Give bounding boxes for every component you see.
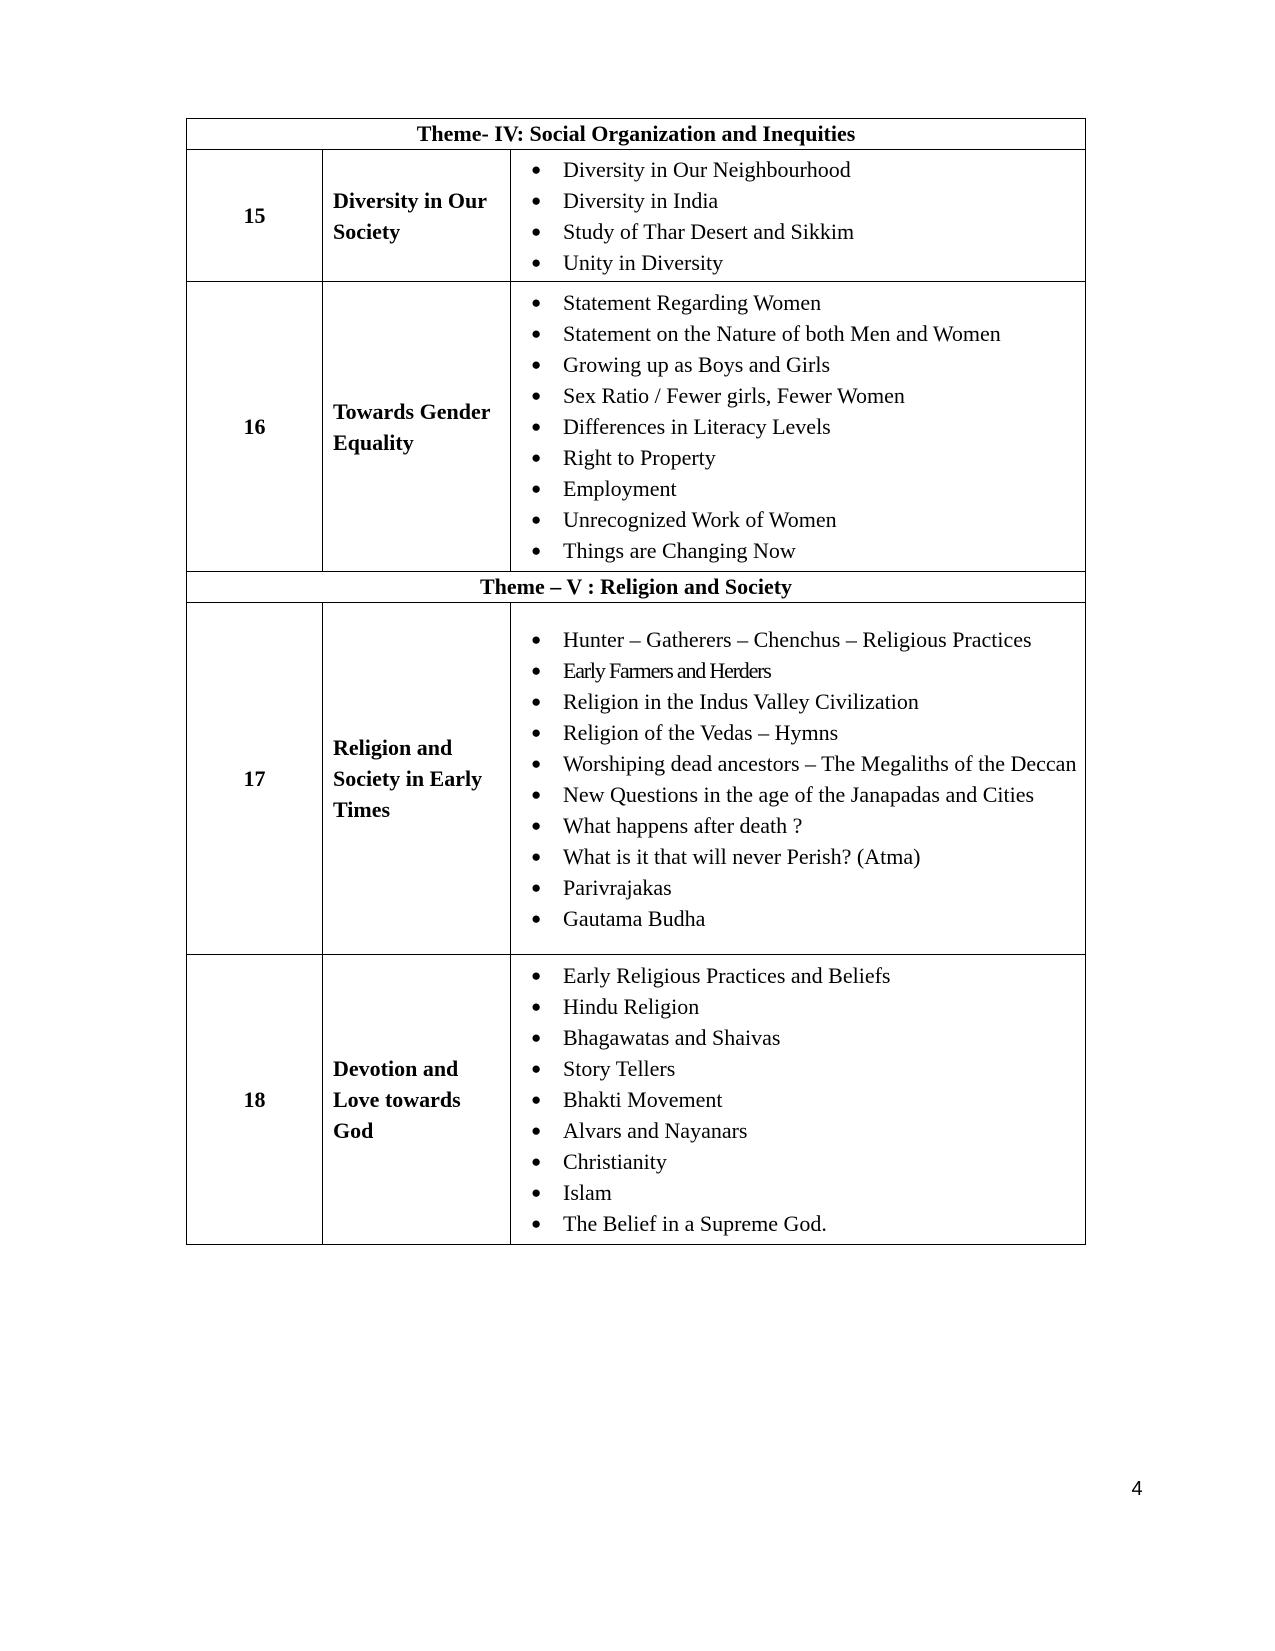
topic-item (531, 535, 1077, 566)
bullet-icon: ● (531, 293, 542, 312)
topic-item (531, 686, 1077, 717)
bullet-icon: ● (531, 908, 542, 928)
bullet-icon: ● (531, 1059, 542, 1078)
bullet-icon: ● (531, 1214, 542, 1233)
topic-item (531, 473, 1077, 504)
topic-list (531, 154, 1077, 278)
chapter-number: 15 (187, 150, 323, 282)
syllabus-table (186, 118, 1086, 1245)
topic-text: Early Farmers and Herders (563, 657, 771, 683)
bullet-icon: ● (531, 541, 542, 560)
chapter-number: 16 (187, 282, 323, 572)
bullet-icon: ● (531, 846, 542, 866)
chapter-row (187, 955, 1086, 1245)
topic-text: Religion of the Vedas – Hymns (563, 719, 839, 745)
bullet-icon: ● (531, 190, 542, 210)
topic-item (531, 504, 1077, 535)
topic-item (531, 624, 1077, 655)
topic-item (531, 318, 1077, 349)
topic-text: What is it that will never Perish? (Atma) (563, 843, 921, 869)
bullet-icon: ● (531, 448, 542, 467)
topic-item (531, 1084, 1077, 1115)
chapter-number: 17 (187, 603, 323, 955)
topic-item (531, 872, 1077, 903)
topic-text: Parivrajakas (563, 874, 672, 900)
bullet-icon: ● (531, 660, 542, 680)
topic-text: New Questions in the age of the Janapadas and Cities (563, 781, 1035, 807)
chapter-title: Diversity in Our Society (323, 150, 511, 282)
topics-cell (511, 955, 1086, 1245)
topic-text: Worshiping dead ancestors – The Megaliths of the Deccan (563, 750, 1077, 776)
topic-text: Growing up as Boys and Girls (563, 352, 831, 377)
chapter-title: Towards Gender Equality (323, 282, 511, 572)
topic-text: Alvars and Nayanars (563, 1118, 748, 1143)
bullet-icon: ● (531, 324, 542, 343)
page-number: 4 (1131, 1478, 1143, 1500)
topic-item (531, 960, 1077, 991)
chapter-number: 18 (187, 955, 323, 1245)
topic-text: Bhakti Movement (563, 1087, 723, 1112)
bullet-icon: ● (531, 753, 542, 773)
bullet-icon: ● (531, 815, 542, 835)
topic-text: Hindu Religion (563, 994, 700, 1019)
topics-cell (511, 282, 1086, 572)
topic-text: Things are Changing Now (563, 538, 796, 563)
bullet-icon: ● (531, 1028, 542, 1047)
theme-heading: Theme- IV: Social Organization and Inequities (187, 119, 1086, 150)
topic-item (531, 655, 1077, 686)
bullet-icon: ● (531, 479, 542, 498)
bullet-icon: ● (531, 877, 542, 897)
topic-text: Unrecognized Work of Women (563, 507, 837, 532)
topic-text: Story Tellers (563, 1056, 676, 1081)
topic-item (531, 1053, 1077, 1084)
theme-row (187, 119, 1086, 150)
topic-text: Right to Property (563, 445, 716, 470)
chapter-title: Devotion and Love towards God (323, 955, 511, 1245)
topic-item (531, 380, 1077, 411)
topic-item (531, 1208, 1077, 1239)
topic-text: Unity in Diversity (563, 249, 724, 275)
chapter-row (187, 603, 1086, 955)
topic-text: What happens after death ? (563, 812, 803, 838)
topic-item (531, 349, 1077, 380)
topic-text: Employment (563, 476, 677, 501)
topic-item (531, 287, 1077, 318)
topic-item (531, 717, 1077, 748)
bullet-icon: ● (531, 691, 542, 711)
bullet-icon: ● (531, 784, 542, 804)
topic-text: Bhagawatas and Shaivas (563, 1025, 781, 1050)
topic-item (531, 442, 1077, 473)
topic-text: Diversity in Our Neighbourhood (563, 156, 851, 182)
topic-item (531, 810, 1077, 841)
topics-cell (511, 150, 1086, 282)
bullet-icon: ● (531, 629, 542, 649)
topic-text: Islam (563, 1180, 612, 1205)
topic-text: Sex Ratio / Fewer girls, Fewer Women (563, 383, 905, 408)
topic-text: Religion in the Indus Valley Civilization (563, 688, 919, 714)
topic-text: Christianity (563, 1149, 667, 1174)
bullet-icon: ● (531, 159, 542, 179)
bullet-icon: ● (531, 510, 542, 529)
topic-list (531, 287, 1077, 566)
bullet-icon: ● (531, 1090, 542, 1109)
topic-text: The Belief in a Supreme God. (563, 1211, 827, 1236)
topic-item (531, 779, 1077, 810)
topic-text: Study of Thar Desert and Sikkim (563, 218, 855, 244)
topics-cell (511, 603, 1086, 955)
topic-list (531, 960, 1077, 1239)
bullet-icon: ● (531, 386, 542, 405)
bullet-icon: ● (531, 417, 542, 436)
topic-item (531, 903, 1077, 934)
topic-item (531, 748, 1077, 779)
chapter-row (187, 150, 1086, 282)
topic-item (531, 247, 1077, 278)
bullet-icon: ● (531, 1152, 542, 1171)
topic-item (531, 1022, 1077, 1053)
topic-text: Early Religious Practices and Beliefs (563, 963, 891, 988)
chapter-row (187, 282, 1086, 572)
topic-item (531, 1146, 1077, 1177)
topic-item (531, 154, 1077, 185)
topic-item (531, 216, 1077, 247)
bullet-icon: ● (531, 221, 542, 241)
topic-item (531, 1177, 1077, 1208)
topic-item (531, 185, 1077, 216)
bullet-icon: ● (531, 997, 542, 1016)
bullet-icon: ● (531, 252, 542, 272)
bullet-icon: ● (531, 966, 542, 985)
topic-item (531, 1115, 1077, 1146)
topic-text: Gautama Budha (563, 905, 706, 931)
topic-text: Statement Regarding Women (563, 290, 822, 315)
topic-item (531, 411, 1077, 442)
topic-item (531, 991, 1077, 1022)
topic-text: Diversity in India (563, 187, 719, 213)
topic-item (531, 841, 1077, 872)
topic-text: Statement on the Nature of both Men and Women (563, 321, 1001, 346)
topic-text: Differences in Literacy Levels (563, 414, 831, 439)
bullet-icon: ● (531, 355, 542, 374)
topic-list (531, 624, 1077, 934)
theme-row (187, 572, 1086, 603)
bullet-icon: ● (531, 1121, 542, 1140)
bullet-icon: ● (531, 722, 542, 742)
topic-text: Hunter – Gatherers – Chenchus – Religious Practices (563, 626, 1032, 652)
chapter-title: Religion and Society in Early Times (323, 603, 511, 955)
theme-heading: Theme – V : Religion and Society (187, 572, 1086, 603)
bullet-icon: ● (531, 1183, 542, 1202)
